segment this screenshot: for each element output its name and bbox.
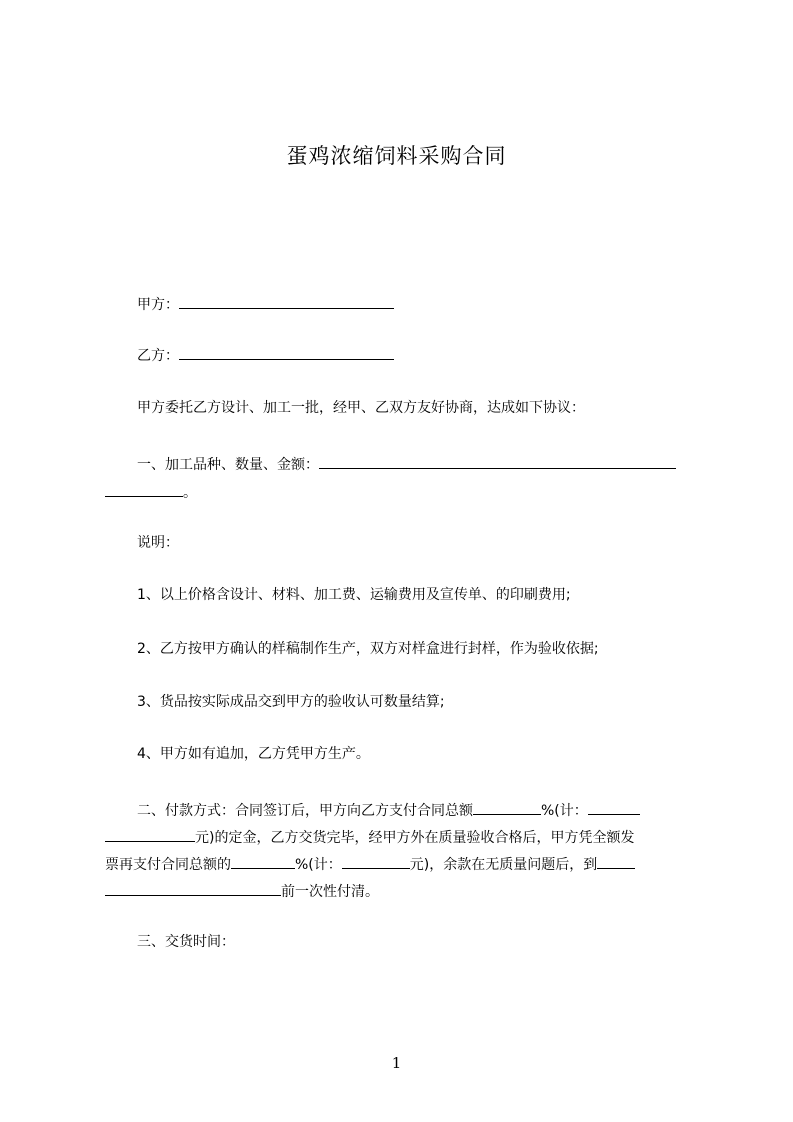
section2-blank-amount-1 — [588, 796, 640, 815]
party-a-label: 甲方： — [137, 297, 179, 313]
section1-label: 一、加工品种、数量、金额： — [137, 457, 319, 473]
section1-blank-1 — [319, 450, 676, 469]
section1-blank-2 — [105, 478, 183, 497]
intro-paragraph: 甲方委托乙方设计、加工一批，经甲、乙双方友好协商，达成如下协议： — [137, 400, 585, 416]
section2-line2 — [105, 823, 634, 851]
notes-heading: 说明： — [137, 535, 179, 551]
note-item-4: 4、甲方如有追加，乙方凭甲方生产。 — [137, 746, 370, 762]
party-b-label: 乙方： — [137, 348, 179, 364]
section1-line1 — [137, 450, 676, 478]
section2-blank-amount-1b — [105, 823, 195, 842]
section2-line3 — [105, 850, 635, 878]
party-b-blank — [179, 341, 394, 360]
section2-text-1a: 二、付款方式：合同签订后，甲方向乙方支付合同总额 — [137, 803, 473, 819]
section2-text-3b: %(计： — [295, 857, 342, 873]
document-title: 蛋鸡浓缩饲料采购合同 — [286, 144, 507, 168]
note-item-1: 1、以上价格含设计、材料、加工费、运输费用及宣传单、的印刷费用; — [137, 587, 571, 603]
section2-blank-date-1 — [597, 850, 635, 869]
section2-blank-date-2 — [105, 877, 281, 896]
section3-heading: 三、交货时间： — [137, 934, 235, 950]
section2-blank-percent-1 — [473, 796, 541, 815]
party-b-line — [137, 341, 394, 369]
section2-blank-percent-2 — [231, 850, 295, 869]
section2-blank-amount-2 — [342, 850, 410, 869]
section2-text-3a: 票再支付合同总额的 — [105, 857, 231, 873]
section1-line2 — [105, 478, 197, 506]
party-a-blank — [179, 290, 394, 309]
note-item-2: 2、乙方按甲方确认的样稿制作生产，双方对样盒进行封样，作为验收依据; — [137, 641, 599, 657]
page-number: 1 — [391, 1054, 402, 1072]
section2-text-4a: 前一次性付清。 — [281, 884, 379, 900]
section2-line1 — [137, 796, 640, 824]
section2-text-1b: %(计： — [541, 803, 588, 819]
section1-tail: 。 — [183, 485, 197, 501]
section2-text-3c: 元)，余款在无质量问题后，到 — [409, 857, 598, 873]
section2-line4 — [105, 877, 379, 905]
note-item-3: 3、货品按实际成品交到甲方的验收认可数量结算; — [137, 694, 445, 710]
party-a-line — [137, 290, 394, 318]
section2-text-2a: 元)的定金，乙方交货完毕，经甲方外在质量验收合格后，甲方凭全额发 — [195, 830, 635, 846]
